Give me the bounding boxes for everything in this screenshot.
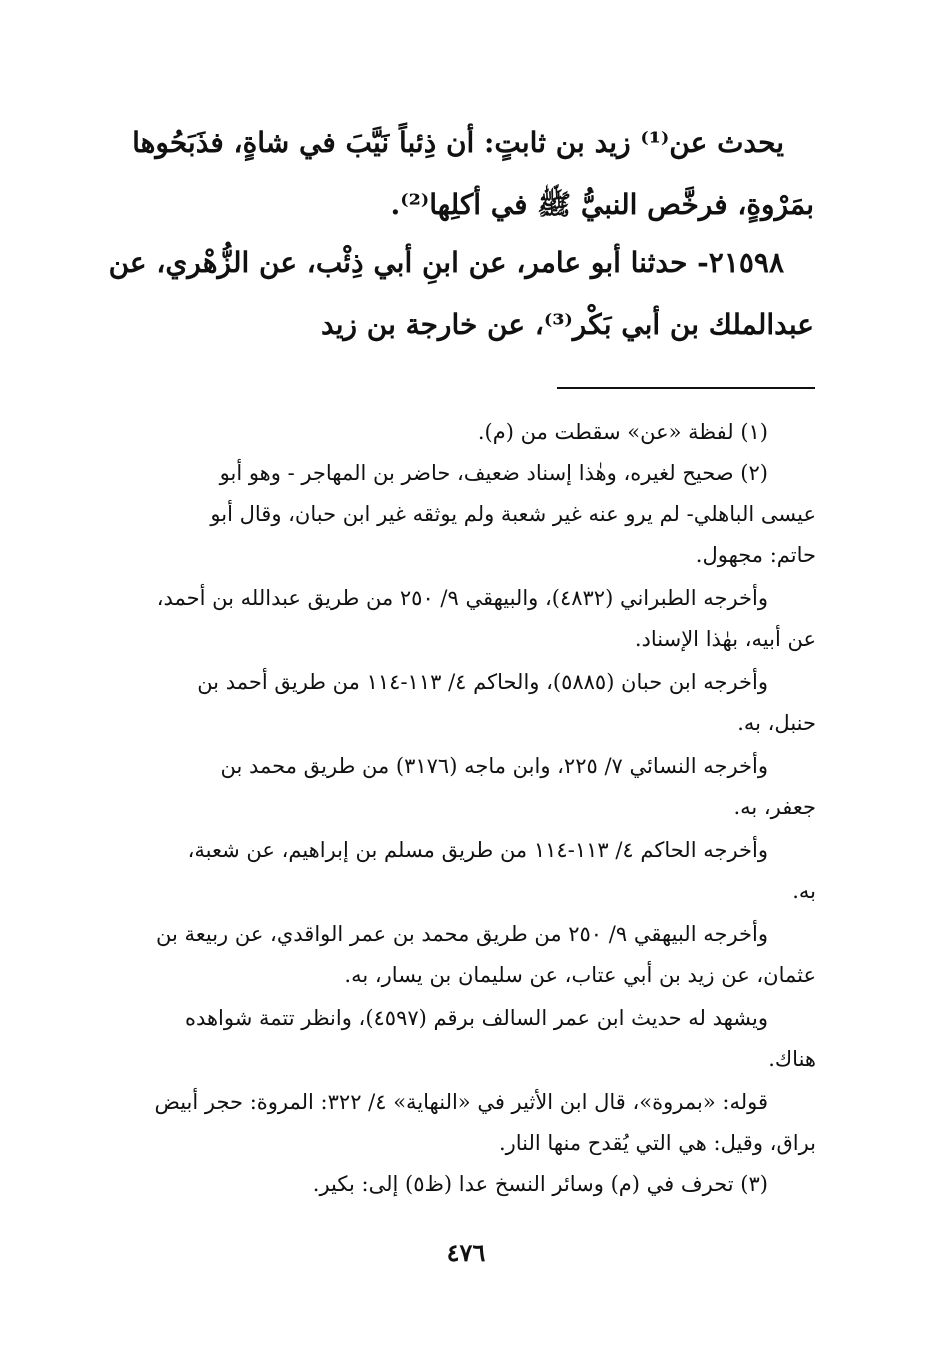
- hadith-block: [108, 232, 814, 356]
- footnote-1: (١) لفظة «عن» سقطت من (م).: [477, 420, 768, 444]
- footnote-paragraph-line: براق، وقيل: هي التي يُقدح منها النار.: [498, 1131, 816, 1155]
- main-text-block: [108, 112, 814, 236]
- footnote-paragraph-line: وأخرجه النسائي ٧/ ٢٢٥، وابن ماجه (٣١٧٦) من طريق محمد بن: [220, 754, 768, 778]
- main-text-line: بمَرْوةٍ، فرخَّص النبيُّ ﷺ في أكلِها⁽²⁾.: [390, 188, 814, 221]
- footnote-paragraph-line: حنبل، به.: [737, 711, 816, 735]
- footnote-2-line: عيسى الباهلي- لم يرو عنه غير شعبة ولم يوثقه غير ابن حبان، وقال أبو: [210, 502, 816, 526]
- footnote-paragraph-line: هناك.: [768, 1047, 816, 1071]
- footnote-paragraph-line: جعفر، به.: [733, 795, 816, 819]
- hadith-line: ٢١٥٩٨- حدثنا أبو عامر، عن ابنِ أبي ذِئْب، عن الزُّهْري، عن: [108, 246, 784, 279]
- footnote-3: (٣) تحرف في (م) وسائر النسخ عدا (ظ٥) إلى: بكير.: [312, 1172, 768, 1196]
- footnote-paragraph-line: به.: [792, 879, 816, 903]
- footnote-paragraph-line: وأخرجه البيهقي ٩/ ٢٥٠ من طريق محمد بن عمر الواقدي، عن ربيعة بن: [155, 922, 768, 946]
- footnote-paragraph-line: وأخرجه ابن حبان (٥٨٨٥)، والحاكم ٤/ ١١٣-١١٤ من طريق أحمد بن: [197, 670, 768, 694]
- footnote-paragraph-line: ويشهد له حديث ابن عمر السالف برقم (٤٥٩٧)، وانظر تتمة شواهده: [184, 1006, 768, 1030]
- footnote-paragraph-line: وأخرجه الحاكم ٤/ ١١٣-١١٤ من طريق مسلم بن إبراهيم، عن شعبة،: [187, 838, 768, 862]
- page-number: ٤٧٦: [446, 1238, 486, 1267]
- hadith-line: عبدالملك بن أبي بَكْر⁽³⁾، عن خارجة بن زيد: [321, 308, 814, 341]
- footnote-paragraph-line: عثمان، عن زيد بن أبي عتاب، عن سليمان بن يسار، به.: [344, 963, 816, 987]
- main-text-line: يحدث عن⁽¹⁾ زيد بن ثابتٍ: أن ذِئباً نَيَّبَ في شاةٍ، فذَبَحُوها: [132, 126, 784, 159]
- footnotes-block: [100, 412, 816, 1205]
- footnote-2-line: حاتم: مجهول.: [695, 543, 816, 567]
- footnote-paragraph-line: قوله: «بمروة»، قال ابن الأثير في «النهاية» ٤/ ٣٢٢: المروة: حجر أبيض: [154, 1090, 768, 1114]
- footnote-2-line: (٢) صحيح لغيره، وهٰذا إسناد ضعيف، حاضر بن المهاجر - وهو أبو: [219, 461, 768, 485]
- footnote-separator: [557, 387, 815, 389]
- footnote-paragraph-line: عن أبيه، بهٰذا الإسناد.: [634, 627, 816, 651]
- footnote-paragraph-line: وأخرجه الطبراني (٤٨٣٢)، والبيهقي ٩/ ٢٥٠ من طريق عبدالله بن أحمد،: [156, 586, 768, 610]
